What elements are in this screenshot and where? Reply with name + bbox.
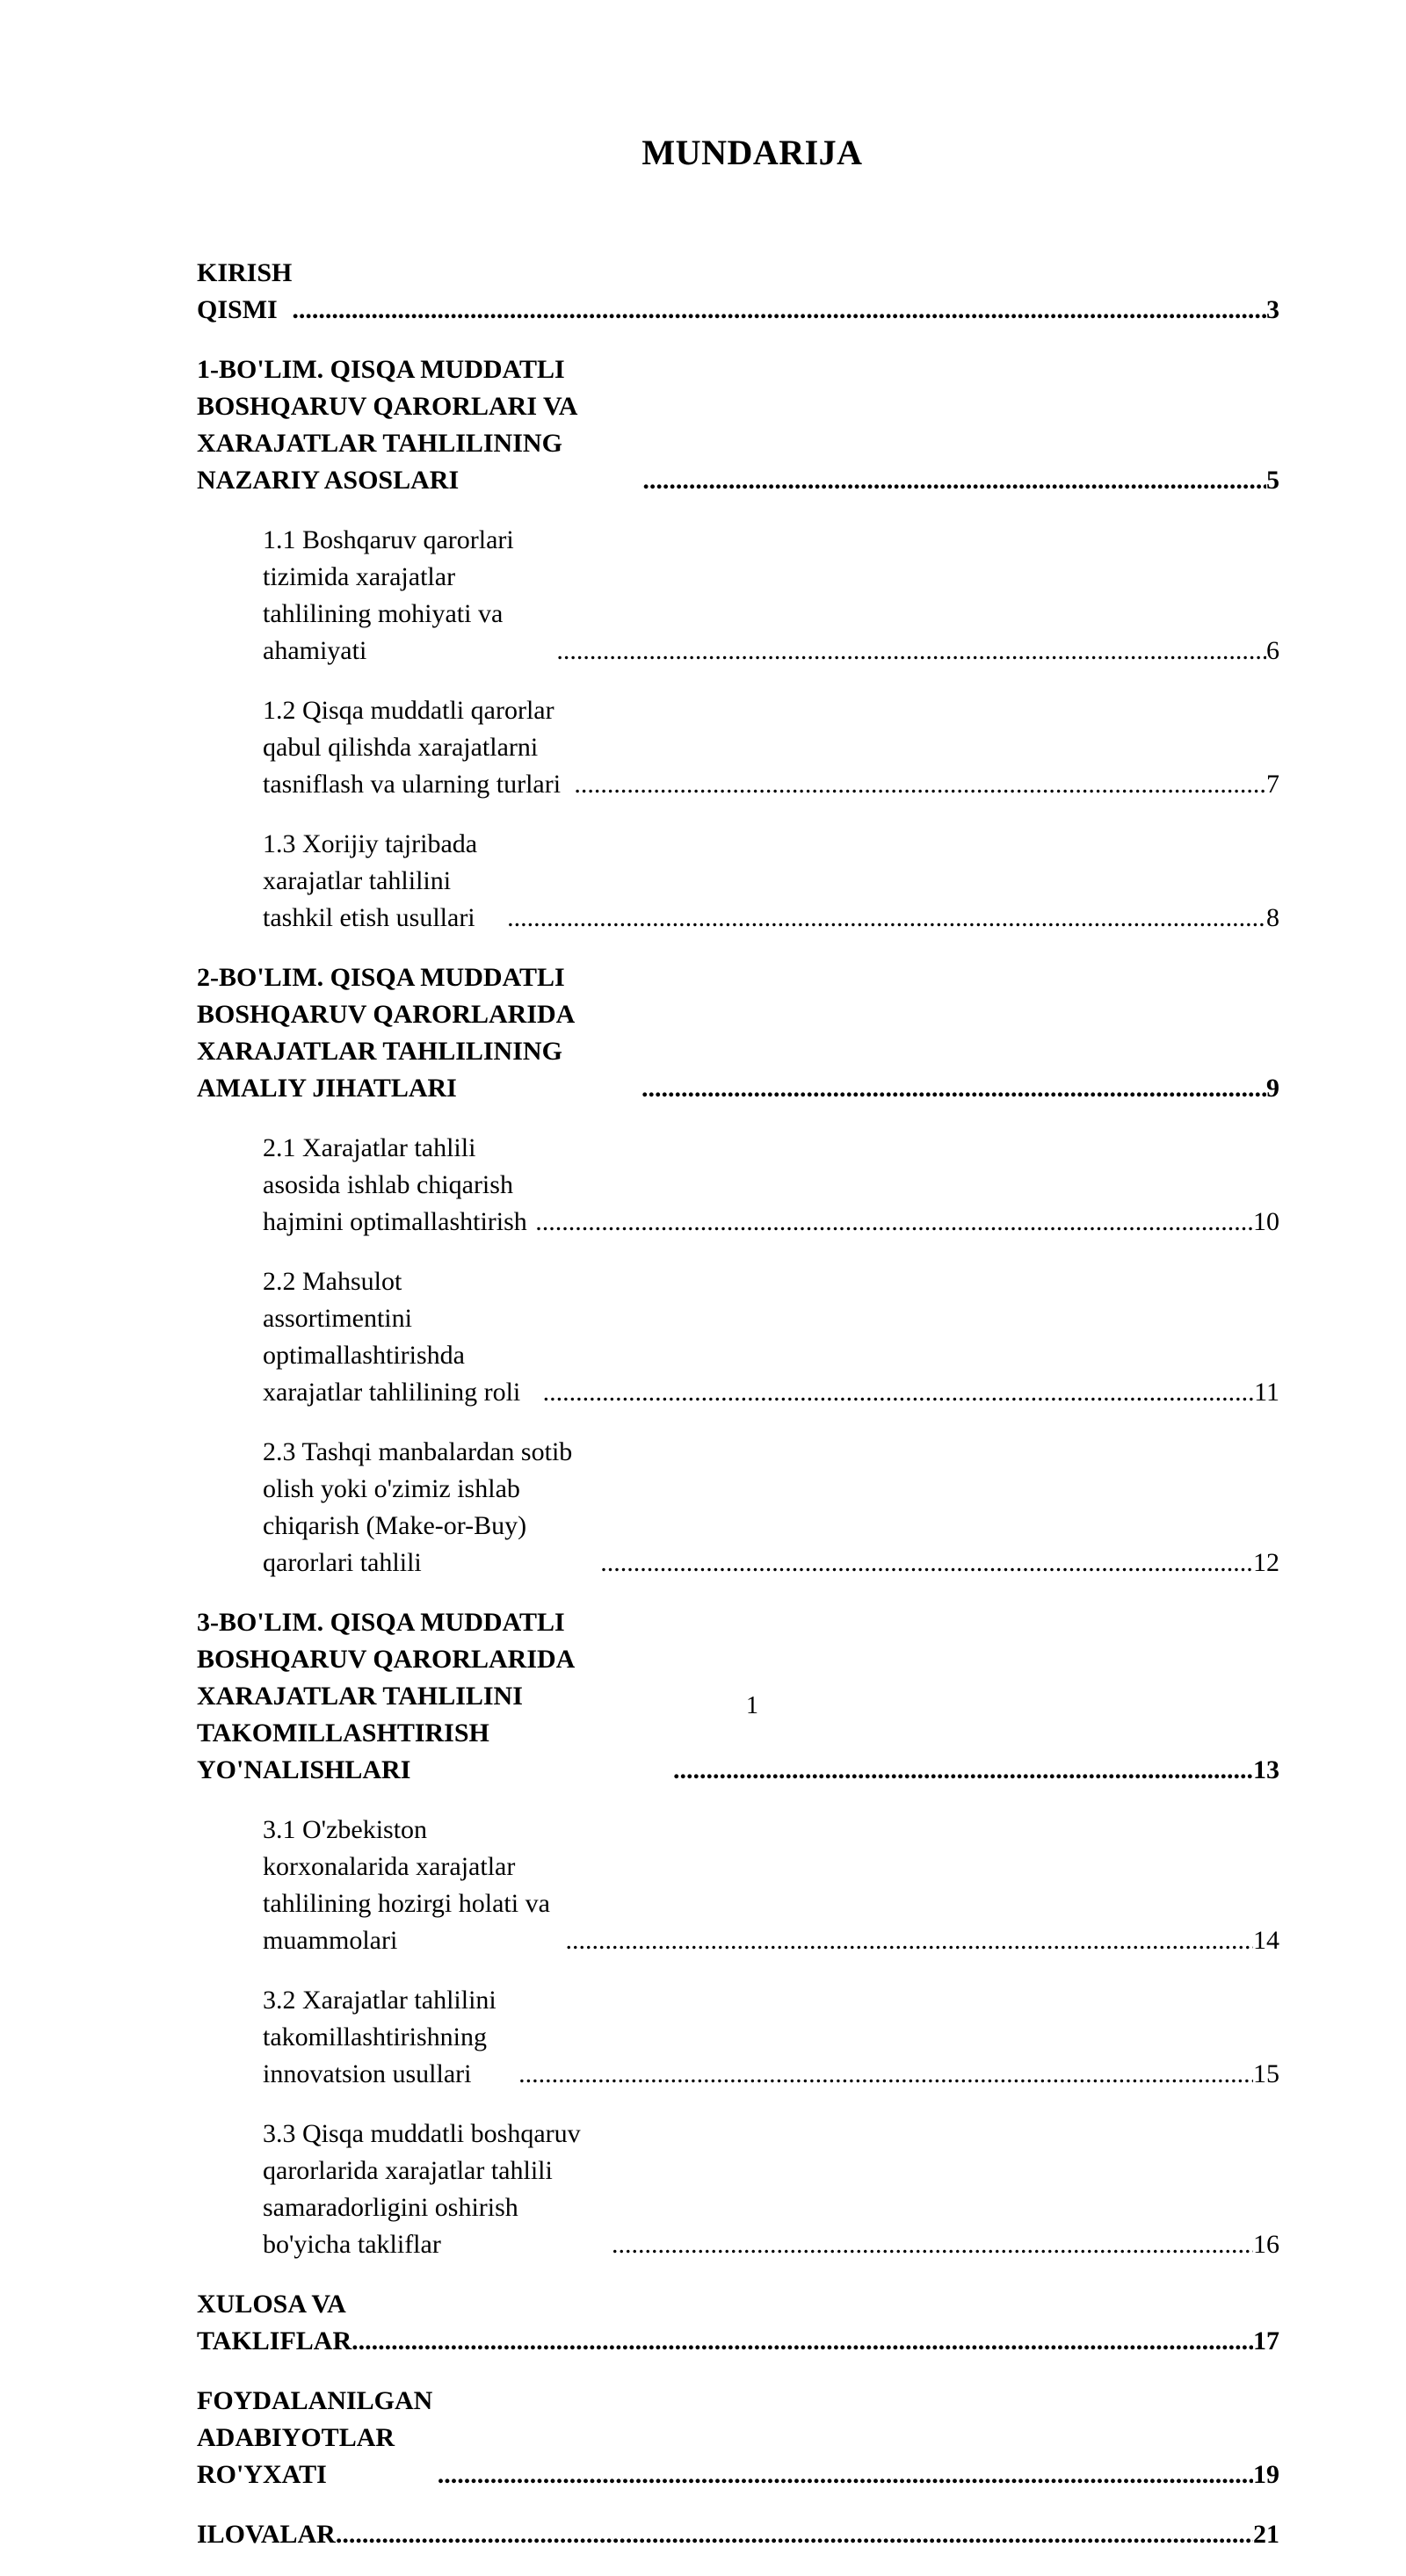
toc-entry <box>197 959 1279 1107</box>
toc-entry-text: 2-BO'LIM. QISQA MUDDATLI BOSHQARUV QARORLARIDA XARAJATLAR TAHLILINING AMALIY JIHATLARI <box>197 963 574 1103</box>
toc-entry-page: 5 <box>1266 466 1279 495</box>
toc-entry-text: 3.2 Xarajatlar tahlilini takomillashtirishning innovatsion usullari <box>263 1986 496 2088</box>
toc-entry-text: 2.1 Xarajatlar tahlili asosida ishlab chiqarish hajmini optimallashtirish <box>263 1133 527 1236</box>
toc-entry <box>263 522 1279 669</box>
toc-dot-leader <box>292 292 1266 329</box>
toc-entry <box>263 1982 1279 2093</box>
toc-entry-text: 3.1 O'zbekiston korxonalarida xarajatlar tahlilining hozirgi holati va muammolari <box>263 1815 550 1955</box>
toc-entry <box>263 1263 1279 1411</box>
toc-entry-text: ILOVALAR <box>197 2520 336 2549</box>
toc-entry <box>197 2383 1279 2493</box>
toc-entry <box>263 1130 1279 1241</box>
toc-entry-page: 9 <box>1266 1074 1279 1103</box>
toc-entry-page: 15 <box>1253 2059 1279 2088</box>
toc-dot-leader <box>543 1374 1254 1411</box>
toc-entry-page: 13 <box>1253 1755 1279 1784</box>
toc-dot-leader <box>518 2056 1253 2093</box>
toc-entry-text: 1.3 Xorijiy tajribada xarajatlar tahlilini tashkil etish usullari <box>263 829 478 932</box>
toc-dot-leader <box>565 1922 1253 1959</box>
toc-entry-page: 16 <box>1253 2230 1279 2259</box>
toc-entry-page: 10 <box>1253 1207 1279 1236</box>
toc-entry <box>197 255 1279 329</box>
toc-entry <box>197 2516 1279 2553</box>
toc-entry-text: 2.3 Tashqi manbalardan sotib olish yoki o'zimiz ishlab chiqarish (Make-or-Buy) qarorlari tahlili <box>263 1437 573 1577</box>
toc-dot-leader <box>600 1545 1253 1581</box>
table-of-contents <box>197 255 1279 2576</box>
toc-entry-text: 3.3 Qisqa muddatli boshqaruv qarorlarida xarajatlar tahlili samaradorligini oshirish bo'yicha takliflar <box>263 2119 581 2259</box>
toc-dot-leader <box>673 1752 1253 1789</box>
toc-dot-leader <box>556 633 1266 669</box>
toc-entry-text: 1-BO'LIM. QISQA MUDDATLI BOSHQARUV QARORLARI VA XARAJATLAR TAHLILINING NAZARIY ASOSLARI <box>197 355 576 495</box>
toc-entry-text: 1.2 Qisqa muddatli qarorlar qabul qilishda xarajatlarni tasniflash va ularning turlari <box>263 696 562 799</box>
toc-dot-leader <box>535 1204 1253 1241</box>
toc-entry-text: 2.2 Mahsulot assortimentini optimallashtirishda xarajatlar tahlilining roli <box>263 1267 521 1407</box>
toc-entry <box>263 2116 1279 2263</box>
toc-dot-leader <box>507 900 1266 937</box>
toc-entry-page: 11 <box>1254 1378 1279 1407</box>
toc-entry <box>263 1434 1279 1581</box>
toc-entry-page: 17 <box>1253 2326 1279 2355</box>
toc-entry-page: 7 <box>1266 770 1279 799</box>
toc-entry-page: 3 <box>1266 295 1279 324</box>
toc-dot-leader <box>612 2226 1253 2263</box>
toc-entry-text: KIRISH QISMI <box>197 258 293 324</box>
page-title: MUNDARIJA <box>641 133 863 172</box>
toc-entry-text: 1.1 Boshqaruv qarorlari tizimida xarajatlar tahlilining mohiyati va ahamiyati <box>263 525 514 665</box>
toc-dot-leader <box>574 766 1266 803</box>
toc-dot-leader <box>641 1070 1266 1107</box>
toc-dot-leader <box>336 2516 1253 2553</box>
toc-entry <box>263 692 1279 803</box>
toc-entry-text: 3-BO'LIM. QISQA MUDDATLI BOSHQARUV QARORLARIDA XARAJATLAR TAHLILINI TAKOMILLASHTIRISH YO'NALISHLARI <box>197 1608 574 1784</box>
toc-dot-leader <box>352 2323 1253 2360</box>
toc-dot-leader <box>642 462 1266 499</box>
toc-entry-page: 8 <box>1266 903 1279 932</box>
page-number: 1 <box>746 1692 758 1719</box>
toc-entry-text: XULOSA VA TAKLIFLAR <box>197 2290 352 2355</box>
toc-entry-page: 19 <box>1253 2460 1279 2489</box>
toc-entry <box>263 826 1279 937</box>
toc-entry-page: 12 <box>1253 1548 1279 1577</box>
toc-entry <box>197 351 1279 499</box>
toc-entry-page: 6 <box>1266 636 1279 665</box>
toc-entry-text: FOYDALANILGAN ADABIYOTLAR RO'YXATI <box>197 2386 433 2489</box>
toc-entry <box>263 1812 1279 1959</box>
toc-dot-leader <box>438 2457 1253 2493</box>
toc-entry <box>197 2286 1279 2360</box>
toc-entry-page: 14 <box>1253 1926 1279 1955</box>
toc-entry-page: 21 <box>1253 2520 1279 2549</box>
